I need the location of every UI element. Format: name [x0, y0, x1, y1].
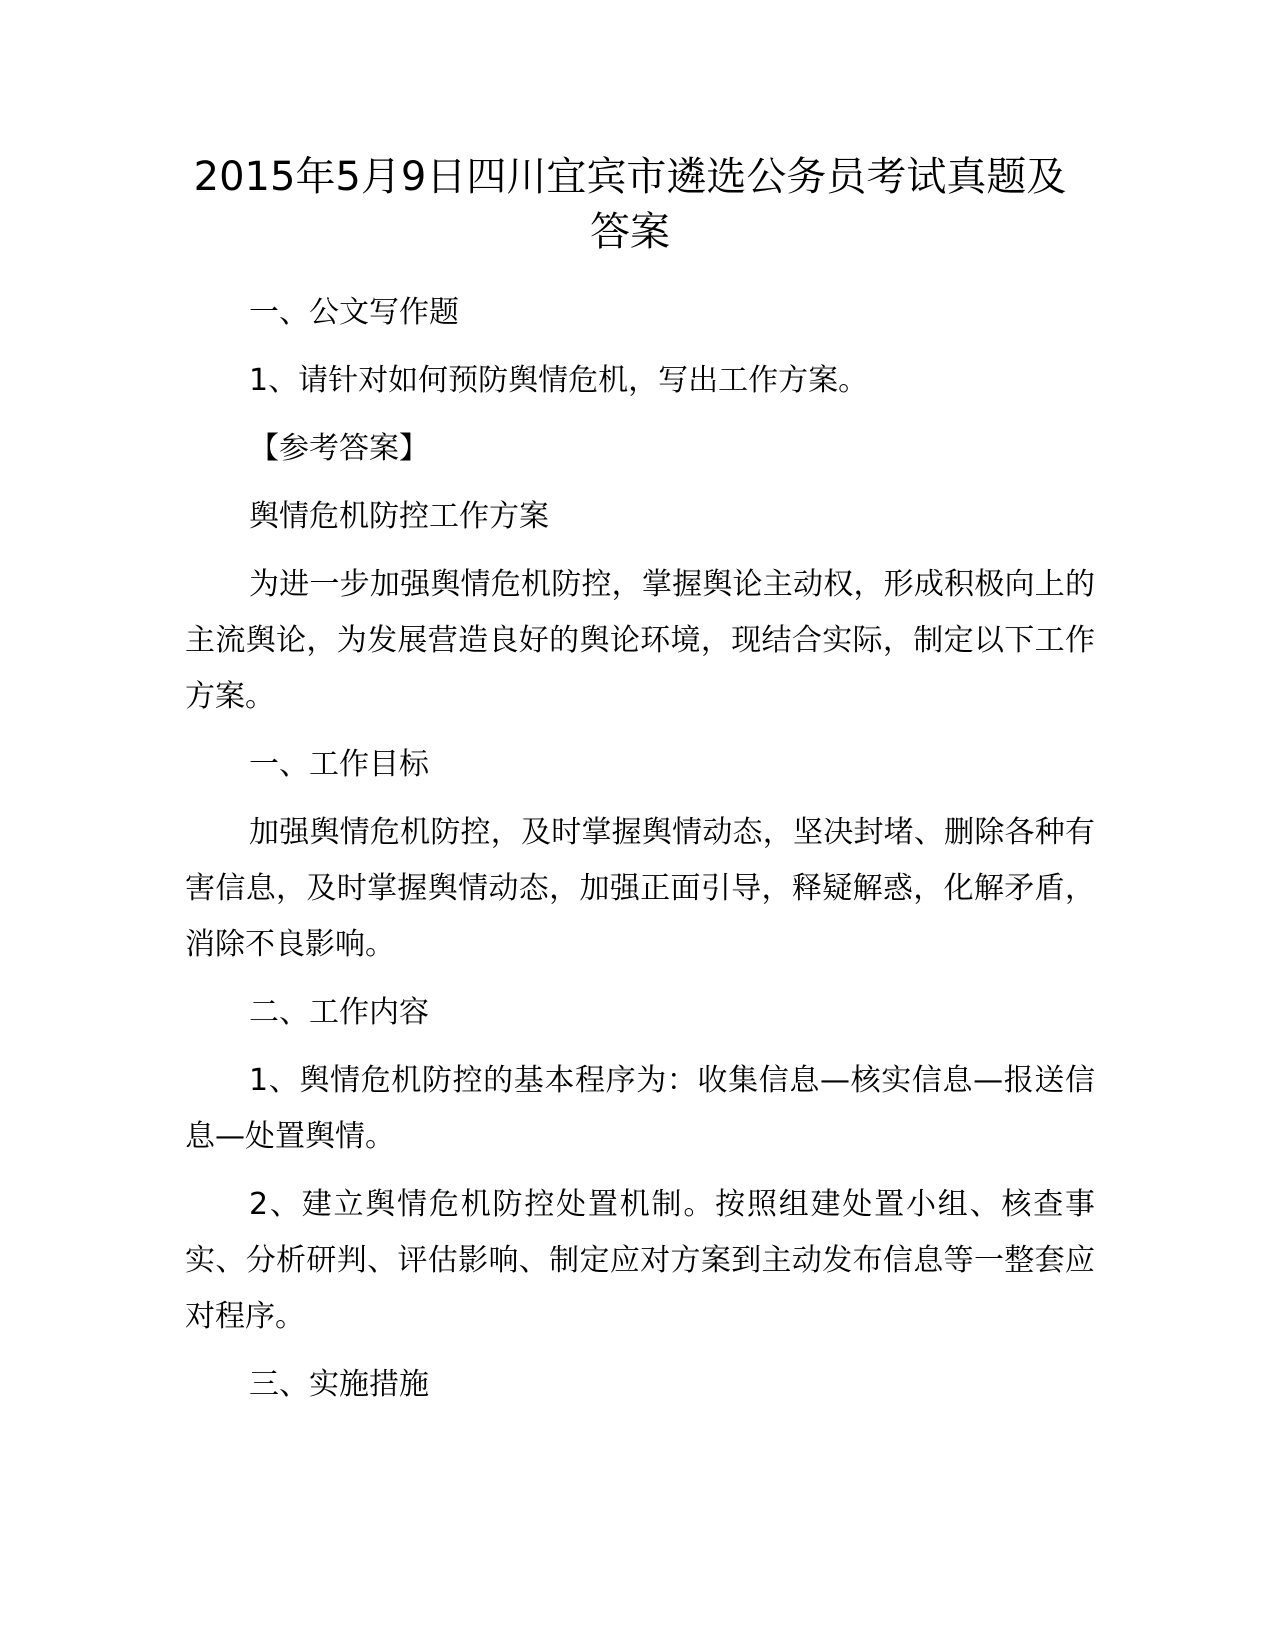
section-heading-official-writing: 一、公文写作题 — [249, 295, 459, 330]
section-heading-content: 二、工作内容 — [249, 995, 429, 1030]
document-title: 2015年5月9日四川宜宾市遴选公务员考试真题及答案 — [193, 154, 1067, 255]
reference-answer-label: 【参考答案】 — [249, 431, 429, 466]
section-heading-measures: 三、实施措施 — [249, 1367, 429, 1402]
goals-paragraph: 加强舆情危机防控，及时掌握舆情动态，坚决封堵、删除各种有害信息，及时掌握舆情动态，加强正面引导，释疑解惑，化解矛盾，消除不良影响。 — [185, 815, 1095, 962]
content-item-1: 1、舆情危机防控的基本程序为：收集信息—核实信息—报送信息—处置舆情。 — [185, 1063, 1095, 1154]
plan-title: 舆情危机防控工作方案 — [249, 499, 549, 534]
question-1: 1、请针对如何预防舆情危机，写出工作方案。 — [249, 363, 869, 398]
document-body — [185, 285, 1095, 1425]
intro-paragraph: 为进一步加强舆情危机防控，掌握舆论主动权，形成积极向上的主流舆论，为发展营造良好的舆论环境，现结合实际，制定以下工作方案。 — [185, 567, 1095, 714]
content-item-2: 2、建立舆情危机防控处置机制。按照组建处置小组、核查事实、分析研判、评估影响、制定应对方案到主动发布信息等一整套应对程序。 — [185, 1187, 1095, 1334]
section-heading-goals: 一、工作目标 — [249, 747, 429, 782]
